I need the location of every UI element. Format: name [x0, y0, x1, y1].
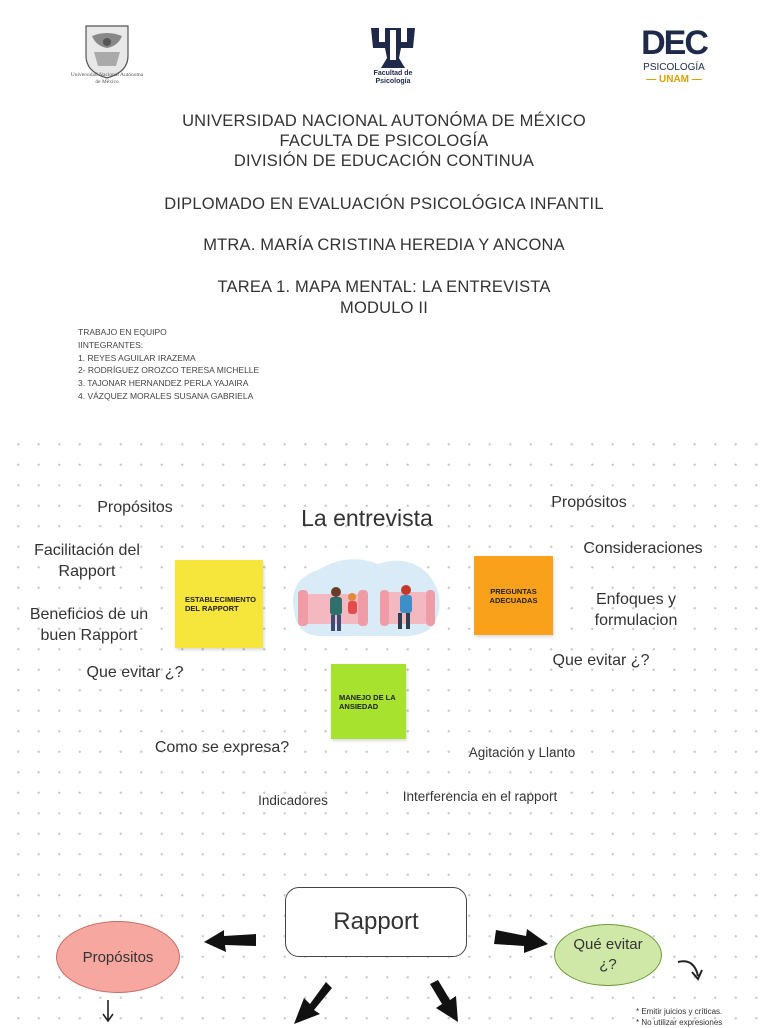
left-que-evitar: Que evitar ¿?: [86, 664, 184, 681]
team-label: TRABAJO EN EQUIPO: [78, 327, 167, 337]
left-beneficios: Beneficios de un buen Rapport: [29, 606, 149, 644]
dec-line2: — UNAM —: [646, 74, 702, 85]
division-title: DIVISIÓN DE EDUCACIÓN CONTINUA: [233, 152, 535, 170]
right-propositos: Propósitos: [551, 494, 627, 511]
team-block: [78, 326, 259, 403]
right-enfoques: Enfoques y formulacion: [594, 591, 678, 629]
faculty-logo: [355, 24, 431, 90]
dec-line1: PSICOLOGÍA: [643, 62, 705, 73]
arrow-down-right-icon: [430, 980, 458, 1022]
university-title: UNIVERSIDAD NACIONAL AUTONÓMA DE MÉXICO: [182, 112, 586, 130]
sticky-establecimiento: [175, 560, 263, 648]
interview-illustration: [288, 550, 442, 640]
arrow-right-icon: [494, 929, 548, 953]
rapport-label: Rapport: [333, 908, 419, 935]
module-title: MODULO II: [340, 299, 428, 317]
dec-mark: DEC: [641, 24, 707, 62]
task-title: TAREA 1. MAPA MENTAL: LA ENTREVISTA: [217, 278, 551, 296]
avoid-notes: [636, 1006, 768, 1028]
unam-logo: [72, 22, 142, 96]
left-facilitacion: Facilitación del Rapport: [34, 542, 140, 580]
member-item: 1. REYES AGUILAR IRAZEMA: [78, 352, 196, 363]
interview-scene-icon: [288, 550, 442, 640]
que-evitar-node-label: Qué evitar ¿?: [573, 936, 643, 973]
como-se-expresa: Como se expresa?: [154, 739, 290, 756]
faculty-caption: Facultad de Psicología: [373, 70, 413, 85]
teacher-name: MTRA. MARÍA CRISTINA HEREDIA Y ANCONA: [203, 236, 565, 254]
arrow-curved-icon: [678, 961, 702, 979]
sticky-preguntas-text: PREGUNTAS ADECUADAS: [489, 586, 538, 605]
left-propositos: Propósitos: [97, 499, 173, 516]
member-item: 2- RODRÍGUEZ OROZCO TERESA MICHELLE: [78, 365, 260, 376]
sticky-establecimiento-text: ESTABLECIMIENTO DEL RAPPORT: [185, 595, 256, 613]
right-consideraciones: Consideraciones: [583, 540, 703, 557]
agitacion-llanto: Agitación y Llanto: [468, 745, 576, 760]
arrow-left-icon: [204, 930, 256, 952]
sticky-ansiedad: [331, 664, 406, 739]
mindmap-title: La entrevista: [301, 505, 433, 531]
sticky-ansiedad-text: MANEJO DE LA ANSIEDAD: [339, 692, 396, 711]
diploma-title: DIPLOMADO EN EVALUACIÓN PSICOLÓGICA INFANTIL: [164, 195, 604, 213]
arrow-thin-down-icon: [103, 1000, 113, 1021]
faculty-title: FACULTA DE PSICOLOGÍA: [279, 132, 489, 150]
propositos-node-label: Propósitos: [82, 948, 154, 966]
avoid-note-1: * Emitir juicios y críticas.: [636, 1007, 723, 1016]
interferencia-rapport: Interferencia en el rapport: [402, 789, 558, 804]
members-label: IINTEGRANTES:: [78, 339, 144, 350]
avoid-note-2: * No utilizar expresiones: [636, 1018, 723, 1027]
member-item: 4. VÁZQUEZ MORALES SUSANA GABRIELA: [78, 390, 254, 401]
indicadores: Indicadores: [258, 793, 328, 808]
member-item: 3. TAJONAR HERNANDEZ PERLA YAJAIRA: [78, 378, 249, 389]
unam-caption: Universidad Nacional Autónoma de México: [70, 72, 144, 85]
dec-logo: [636, 24, 712, 94]
arrow-down-left-icon: [294, 982, 332, 1024]
sticky-preguntas: [474, 556, 553, 635]
faculty-psi-icon: [355, 24, 431, 72]
right-que-evitar: Que evitar ¿?: [552, 652, 650, 669]
